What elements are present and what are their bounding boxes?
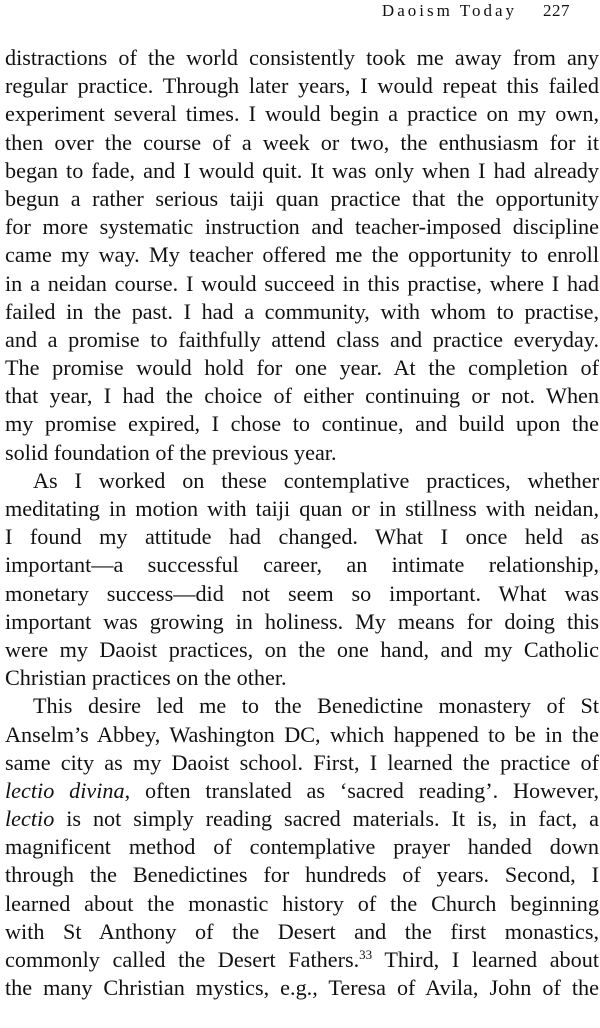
text-line bbox=[5, 777, 599, 805]
line-rest: is not simply reading sacred materials. It is, in fact, a bbox=[54, 806, 599, 832]
paragraph bbox=[5, 692, 599, 1002]
paragraph bbox=[5, 467, 599, 693]
text-line bbox=[5, 946, 599, 974]
text-line: came my way. My teacher offered me the opportunity to enroll bbox=[5, 242, 599, 268]
text-line: experiment several times. I would begin a practice on my own, bbox=[5, 101, 599, 127]
text-line: distractions of the world consistently took me away from any bbox=[5, 45, 599, 70]
text-line: important was growing in holiness. My means for doing this bbox=[5, 608, 599, 634]
running-head-title: Daoism Today bbox=[381, 1, 517, 20]
text-line: failed in the past. I had a community, with whom to practise, bbox=[5, 298, 599, 324]
text-line: in a neidan course. I would succeed in this practise, where I had bbox=[5, 270, 599, 296]
page-number: 227 bbox=[543, 1, 570, 20]
italic-term: lectio divina bbox=[5, 777, 125, 803]
text-line: Christian practices on the other. bbox=[5, 665, 287, 691]
text-line: then over the course of a week or two, the enthusiasm for it bbox=[5, 129, 599, 155]
text-line: I found my attitude had changed. What I once held as bbox=[5, 524, 599, 550]
footnote-marker[interactable]: 33 bbox=[359, 947, 373, 962]
text-line: that year, I had the choice of either continuing or not. When bbox=[5, 383, 599, 409]
text-line: were my Daoist practices, on the one hand, and my Catholic bbox=[5, 636, 599, 662]
text-line: solid foundation of the previous year. bbox=[5, 439, 337, 465]
text-line: regular practice. Through later years, I would repeat this failed bbox=[5, 73, 599, 99]
text-line: As I worked on these contemplative practices, whether bbox=[33, 467, 599, 493]
text-line bbox=[5, 805, 599, 833]
paragraph bbox=[5, 44, 599, 467]
line-rest: , often translated as ‘sacred reading’. However, bbox=[124, 777, 599, 803]
text-line: learned about the monastic history of the Church beginning bbox=[5, 890, 599, 916]
running-head bbox=[382, 0, 570, 22]
text-line: magnificent method of contemplative prayer handed down bbox=[5, 834, 599, 860]
text-line: for more systematic instruction and teacher-imposed discipline bbox=[5, 214, 599, 240]
italic-term: lectio bbox=[5, 806, 55, 832]
text-line: the many Christian mystics, e.g., Teresa of Avila, John of the bbox=[5, 975, 599, 1001]
text-line: and a promise to faithfully attend class and practice everyday. bbox=[5, 326, 599, 352]
text-line: This desire led me to the Benedictine monastery of St bbox=[33, 693, 599, 719]
text-line: through the Benedictines for hundreds of years. Second, I bbox=[5, 862, 599, 888]
text-line: The promise would hold for one year. At the completion of bbox=[5, 355, 599, 381]
text-line: monetary success—did not seem so important. What was bbox=[5, 580, 599, 606]
text-line: meditating in motion with taiji quan or in stillness with neidan, bbox=[5, 496, 599, 521]
text-line: same city as my Daoist school. First, I learned the practice of bbox=[5, 749, 599, 775]
line-text: commonly called the Desert Fathers. bbox=[5, 947, 360, 972]
text-line: with St Anthony of the Desert and the first monastics, bbox=[5, 918, 599, 944]
text-line: begun a rather serious taiji quan practice that the opportunity bbox=[5, 185, 599, 211]
line-rest: Third, I learned about bbox=[372, 947, 599, 972]
text-line: began to fade, and I would quit. It was only when I had already bbox=[5, 157, 599, 183]
text-line: Anselm’s Abbey, Washington DC, which happened to be in the bbox=[5, 721, 599, 747]
body-text bbox=[5, 44, 599, 1002]
text-line: important—a successful career, an intimate relationship, bbox=[5, 552, 599, 578]
text-line: my promise expired, I chose to continue, and build upon the bbox=[5, 411, 599, 437]
